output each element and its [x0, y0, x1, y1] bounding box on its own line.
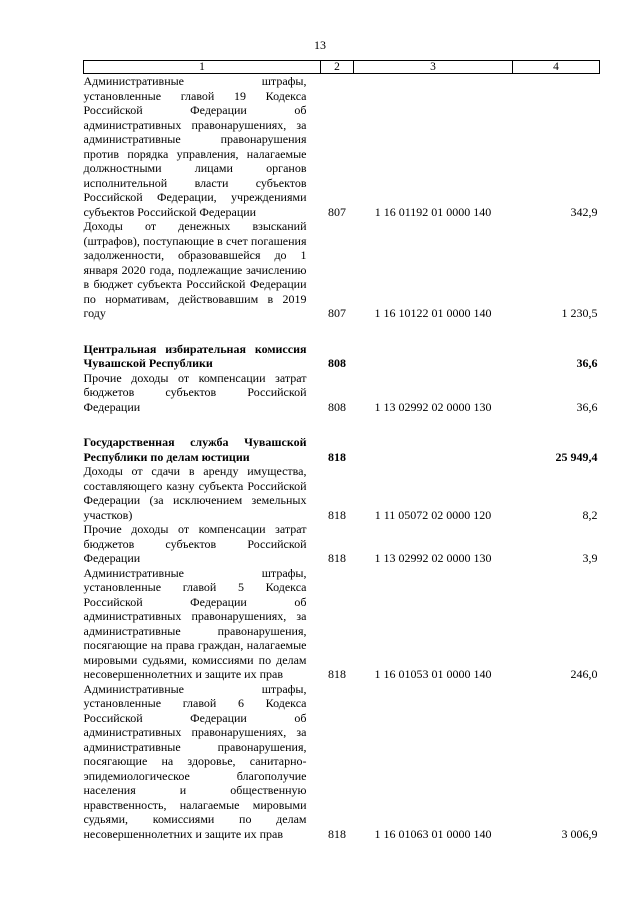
row-amount: 3 006,9 — [561, 826, 598, 841]
column-header-2: 2 — [321, 61, 354, 74]
row-description: Доходы от сдачи в аренду имущества, составляющего казну субъекта Российской Федерации (за исключением земельных участков) — [83, 464, 307, 522]
row-description: Доходы от денежных взысканий (штрафов), поступающие в счет погашения задолженности, образовавшейся до 1 января 2020 года, подлежащие зачислению в бюджет субъекта Российской Федерации по нормативам, действовавшим в 2019 году — [83, 219, 307, 320]
row-admin-code: 807 — [328, 204, 346, 219]
row-admin-code: 818 — [328, 507, 346, 522]
section-title: Центральная избирательная комиссия Чувашской Республики — [83, 341, 307, 370]
table-row — [84, 464, 600, 522]
table-row — [84, 522, 600, 566]
revenue-table — [83, 60, 600, 841]
table-row — [84, 219, 600, 321]
row-description: Административные штрафы, установленные главой 19 Кодекса Российской Федерации об административных правонарушениях, за административные правонарушения против порядка управления, налагаемые должностными лицами органов исполнительной власти субъектов Российской Федерации, учреждениями субъектов Российской Федерации — [83, 74, 307, 219]
row-amount: 342,9 — [570, 204, 598, 219]
row-budget-code: 1 16 10122 01 0000 140 — [374, 306, 492, 320]
row-amount: 8,2 — [582, 507, 598, 522]
row-admin-code: 807 — [328, 306, 346, 320]
spacer-row — [84, 414, 600, 435]
row-admin-code: 818 — [328, 551, 346, 565]
row-amount: 246,0 — [570, 667, 598, 681]
table-row — [84, 566, 600, 682]
column-header-1: 1 — [84, 61, 321, 74]
section-budget-code — [354, 435, 513, 464]
column-header-3: 3 — [354, 61, 513, 74]
spacer-row — [84, 321, 600, 342]
table-row — [84, 74, 600, 220]
row-description: Административные штрафы, установленные главой 5 Кодекса Российской Федерации об административных правонарушениях, за административные правонарушения, посягающие на права граждан, налагаемые мировыми судьями, комиссиями по делам несовершеннолетних и защите их прав — [83, 565, 307, 681]
section-header-row — [84, 435, 600, 464]
section-header-row — [84, 342, 600, 371]
row-admin-code: 818 — [328, 826, 346, 841]
table-row — [84, 371, 600, 415]
row-budget-code: 1 11 05072 02 0000 120 — [374, 507, 492, 522]
section-title: Государственная служба Чувашской Республики по делам юстиции — [83, 435, 307, 464]
column-header-4: 4 — [513, 61, 600, 74]
section-admin-code: 818 — [328, 449, 346, 464]
row-admin-code: 818 — [328, 667, 346, 681]
row-description: Прочие доходы от компенсации затрат бюджетов субъектов Российской Федерации — [83, 522, 307, 565]
row-amount: 36,6 — [576, 399, 598, 414]
row-description: Административные штрафы, установленные главой 6 Кодекса Российской Федерации об административных правонарушениях, за административные правонарушения, посягающие на здоровье, санитарно-эпидемиологическое благополучие населения и общественную нравственность, налагаемые мировыми судьями, комиссиями по делам несовершеннолетних и защите их прав — [83, 681, 307, 841]
section-admin-code: 808 — [328, 356, 346, 370]
row-amount: 3,9 — [582, 551, 598, 565]
row-admin-code: 808 — [328, 399, 346, 414]
row-budget-code: 1 13 02992 02 0000 130 — [374, 551, 492, 565]
section-total: 25 949,4 — [555, 449, 598, 464]
row-budget-code: 1 13 02992 02 0000 130 — [374, 399, 492, 414]
section-total: 36,6 — [576, 356, 598, 370]
row-budget-code: 1 16 01053 01 0000 140 — [374, 667, 492, 681]
row-budget-code: 1 16 01063 01 0000 140 — [374, 826, 492, 841]
section-budget-code — [354, 342, 513, 371]
row-description: Прочие доходы от компенсации затрат бюджетов субъектов Российской Федерации — [83, 370, 307, 414]
row-budget-code: 1 16 01192 01 0000 140 — [374, 204, 492, 219]
page-number: 13 — [314, 38, 326, 52]
column-number-row — [84, 61, 600, 74]
table-row — [84, 682, 600, 842]
row-amount: 1 230,5 — [561, 306, 598, 320]
